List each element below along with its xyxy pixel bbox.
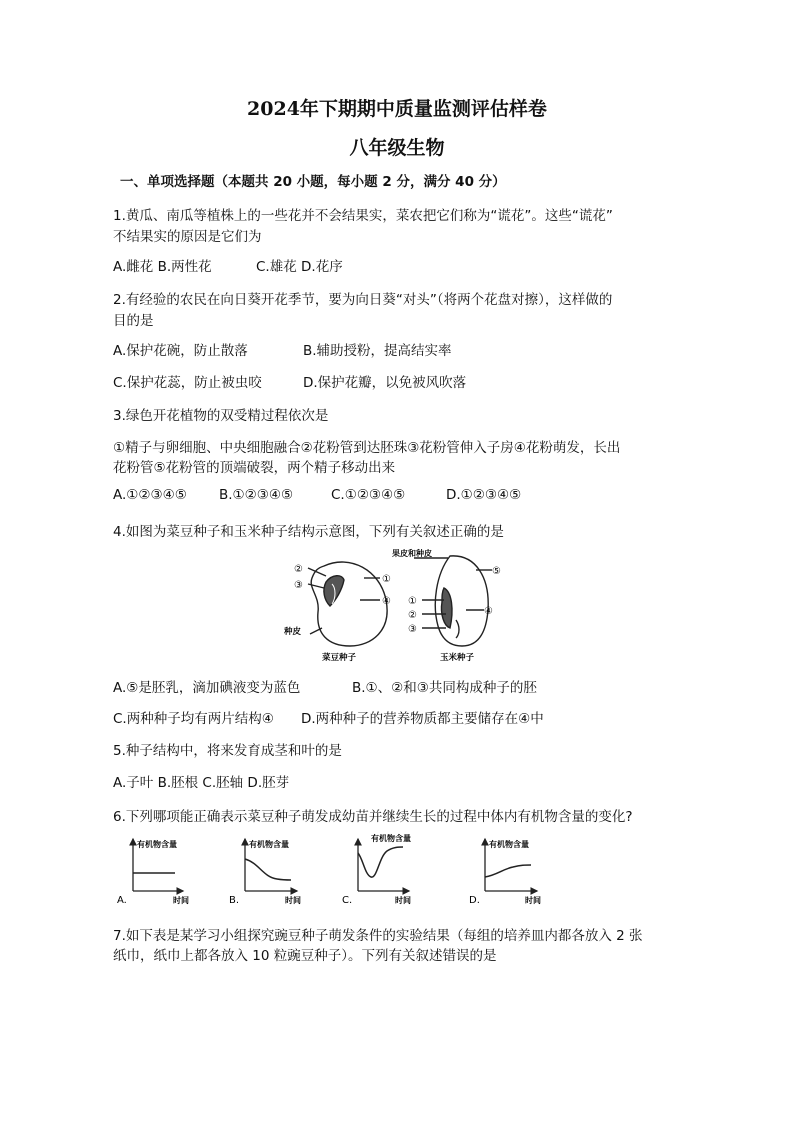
q3-option-b: B.①②③④⑤ [219, 487, 294, 503]
q2-stem-line2: 目的是 [113, 313, 154, 329]
graph-a-letter: A. [117, 895, 127, 906]
bean-marker-2: ② [294, 564, 303, 575]
q3-option-a: A.①②③④⑤ [113, 487, 187, 503]
q3-stem: 3.绿色开花植物的双受精过程依次是 [113, 408, 329, 424]
corn-marker-4: ④ [484, 606, 493, 617]
graph-d-xlabel: 时间 [525, 896, 541, 905]
graph-c-letter: C. [342, 895, 353, 906]
q3-desc-line1: ①精子与卵细胞、中央细胞融合②花粉管到达胚珠③花粉管伸入子房④花粉萌发，长出 [113, 440, 621, 456]
q2-stem-line1: 2.有经验的农民在向日葵开花季节，要为向日葵“对头”（将两个花盘对擦），这样做的 [113, 292, 613, 308]
q1-stem-line1: 1.黄瓜、南瓜等植株上的一些花并不会结果实，菜农把它们称为“谎花”。这些“谎花” [113, 208, 613, 224]
exam-title: 2024年下期期中质量监测评估样卷 [247, 98, 547, 120]
seed-structure-figure [280, 548, 520, 668]
q4-stem: 4.如图为菜豆种子和玉米种子结构示意图，下列有关叙述正确的是 [113, 524, 504, 540]
graph-d-letter: D. [469, 895, 480, 906]
bean-caption: 菜豆种子 [322, 653, 357, 663]
graph-c-xlabel: 时间 [395, 896, 411, 905]
bean-marker-3: ③ [294, 580, 303, 591]
bean-seed-coat-label: 种皮 [284, 627, 302, 637]
corn-caption: 玉米种子 [440, 653, 475, 663]
q5-stem: 5.种子结构中，将来发育成茎和叶的是 [113, 743, 342, 759]
q2-option-d: D.保护花瓣，以免被风吹落 [303, 375, 467, 391]
graph-b-xlabel: 时间 [285, 896, 301, 905]
q3-desc-line2: 花粉管⑤花粉管的顶端破裂，两个精子移动出来 [113, 460, 396, 476]
q1-stem-line2: 不结果实的原因是它们为 [113, 229, 262, 245]
corn-marker-2: ② [408, 610, 417, 621]
q5-options: A.子叶 B.胚根 C.胚轴 D.胚芽 [113, 775, 290, 791]
graph-b-ylabel: 有机物含量 [249, 840, 289, 849]
q1-options-ab: A.雌花 B.两性花 [113, 259, 212, 275]
q4-option-c: C.两种种子均有两片结构④ [113, 711, 274, 727]
bean-seed-diagram [308, 562, 387, 646]
q4-option-d: D.两种种子的营养物质都主要储存在④中 [301, 711, 544, 727]
corn-marker-5: ⑤ [492, 566, 501, 577]
q4-option-b: B.①、②和③共同构成种子的胚 [352, 680, 537, 696]
graph-a-ylabel: 有机物含量 [137, 840, 177, 849]
graph-d-ylabel: 有机物含量 [489, 840, 529, 849]
q7-stem-line2: 纸巾，纸巾上都各放入 10 粒豌豆种子）。下列有关叙述错误的是 [113, 948, 497, 964]
graph-c-ylabel: 有机物含量 [371, 834, 411, 843]
q4-option-a: A.⑤是胚乳，滴加碘液变为蓝色 [113, 680, 301, 696]
corn-marker-1: ① [408, 596, 417, 607]
q2-option-b: B.辅助授粉，提高结实率 [303, 343, 452, 359]
q3-option-c: C.①②③④⑤ [331, 487, 406, 503]
q6-stem: 6.下列哪项能正确表示菜豆种子萌发成幼苗并继续生长的过程中体内有机物含量的变化? [113, 809, 633, 825]
exam-subtitle: 八年级生物 [349, 137, 445, 159]
corn-marker-3: ③ [408, 624, 417, 635]
section-heading: 一、单项选择题（本题共 20 小题，每小题 2 分，满分 40 分） [120, 174, 506, 190]
graph-b-letter: B. [229, 895, 240, 906]
graph-c [358, 839, 409, 891]
graph-a-xlabel: 时间 [173, 896, 189, 905]
corn-seed-diagram [414, 556, 492, 646]
bean-marker-1: ① [382, 574, 391, 585]
q2-option-c: C.保护花蕊，防止被虫咬 [113, 375, 262, 391]
q6-graphs [113, 833, 563, 907]
q7-stem-line1: 7.如下表是某学习小组探究豌豆种子萌发条件的实验结果（每组的培养皿内都各放入 2 张 [113, 928, 643, 944]
q1-options-cd: C.雄花 D.花序 [256, 259, 343, 275]
q3-option-d: D.①②③④⑤ [446, 487, 522, 503]
q2-option-a: A.保护花碗，防止散落 [113, 343, 248, 359]
corn-pericarp-label: 果皮和种皮 [392, 549, 432, 558]
bean-marker-4: ④ [382, 596, 391, 607]
